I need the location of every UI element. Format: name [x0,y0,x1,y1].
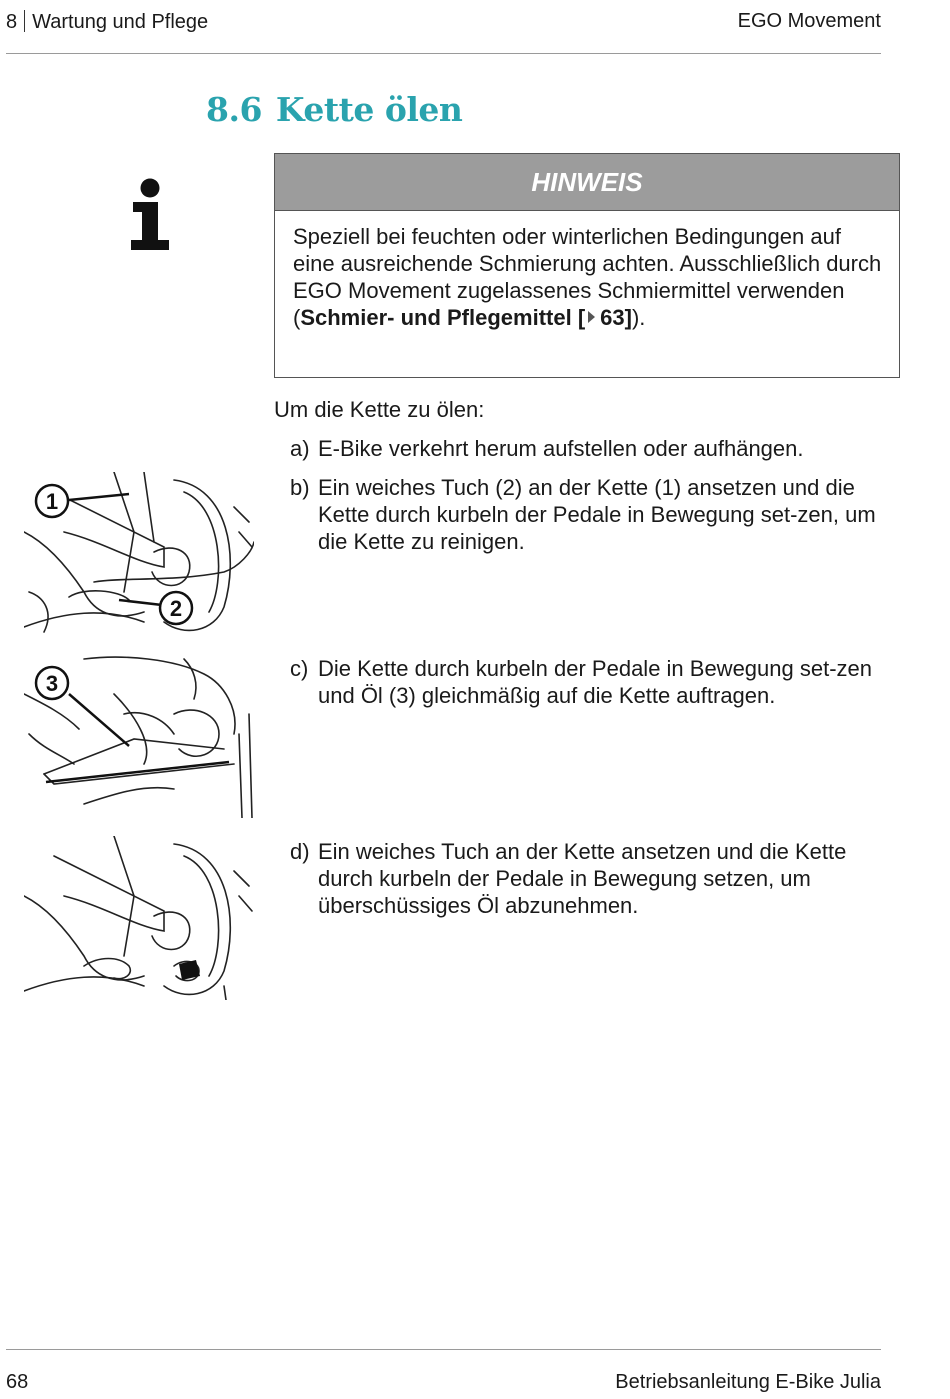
notice-box [274,153,900,378]
notice-body [275,211,899,331]
chapter-number: 8 [6,11,18,33]
info-icon [128,178,172,254]
header-rule [6,53,881,54]
notice-text: Speziell bei feuchten oder winterlichen Bedingungen auf eine ausreichende Schmierung achten. Ausschließlich durch EGO Movement zugelassenes Schmiermittel verwenden ( [293,224,882,330]
callout-3 [36,667,68,699]
footer-rule [6,1349,881,1350]
section-title-text: Kette ölen [275,90,463,129]
section-title [206,90,462,129]
notice-heading: HINWEIS [275,154,899,211]
page-reference-number: 63 [600,305,625,330]
callout-1 [36,485,68,517]
figure-chain-cleaning [24,472,254,638]
section-number: 8.6 [206,90,262,129]
header-separator [24,10,25,32]
figure-chain-wiping [24,836,254,1000]
chapter-title: Wartung und Pflege [32,11,209,33]
callout-2 [160,592,192,624]
notice-text-end: ). [631,305,646,330]
step-text: Ein weiches Tuch an der Kette ansetzen und die Kette durch kurbeln der Pedale in Bewegung setzen, um überschüssiges Öl abzunehmen. [318,839,847,918]
step-text: Die Kette durch kurbeln der Pedale in Bewegung set-zen und Öl (3) gleichmäßig auf die Kette auftragen. [318,656,873,708]
step-label: a) [290,436,310,461]
instruction-intro: Um die Kette zu ölen: [274,397,485,422]
step-label: d) [290,839,310,864]
figure-chain-oiling [24,654,254,818]
step-label: c) [290,656,309,681]
callout-number: 3 [45,671,59,696]
header-brand: EGO Movement [737,10,881,32]
step-text: E-Bike verkehrt herum aufstellen oder aufhängen. [318,436,804,461]
step-b [290,474,902,555]
callout-number: 2 [169,596,183,621]
step-c [290,655,902,709]
callout-number: 1 [45,489,59,514]
step-text: Ein weiches Tuch (2) an der Kette (1) ansetzen und die Kette durch kurbeln der Pedale in Bewegung set-zen, um die Kette zu reinigen. [318,475,876,554]
page-reference[interactable]: [ 63] [577,305,632,330]
step-a [290,435,902,462]
running-header-left [6,10,208,34]
step-label: b) [290,475,310,500]
cross-reference-link[interactable]: Schmier- und Pflegemittel [300,305,572,330]
document-title: Betriebsanleitung E-Bike Julia [615,1371,881,1393]
page-number: 68 [6,1371,29,1393]
step-d [290,838,902,919]
arrow-right-icon [588,311,595,323]
